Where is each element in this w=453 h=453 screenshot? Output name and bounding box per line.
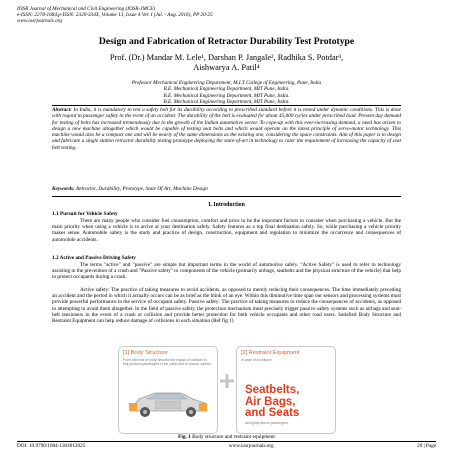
restraint-item-seats: and Seats xyxy=(245,407,300,419)
plus-icon xyxy=(220,374,234,388)
footer-rule xyxy=(17,441,436,442)
authors-line-2: Aishwarya A. Patil⁴ xyxy=(193,63,260,72)
restraint-equipment-desc: In case of a collision xyxy=(241,358,272,362)
affiliations xyxy=(0,80,453,105)
journal-issn: e-ISSN: 2278-1684,p-ISSN: 2320-334X, Volume 13, Issue 4 Ver. I (Jul. - Aug. 2016), PP 20-25 xyxy=(17,12,213,19)
footer-url[interactable]: www.iosrjournals.org xyxy=(228,443,274,449)
footer-page-number: 20 | Page xyxy=(417,443,436,449)
paragraph-1 xyxy=(52,218,401,243)
journal-header xyxy=(17,6,213,25)
paragraph-1-text: There are many people who consider fuel consumption, comfort and price to be the important factors to consider when purchasing a vehicle. But the main priority when using a vehicle is to arrive at your destination safely. Safety features as a top final destination safely. So, while purchasing a vehicle priority makes sense. Automobile safety is the study and practice of design, construction, equipment and regulation to minimize the occurrence and consequences of automobile accidents. xyxy=(52,218,401,243)
paragraph-3 xyxy=(52,287,401,324)
subsection-title-2: 1.2 Active and Passive Driving Safety xyxy=(52,255,136,261)
authors-line-1: Prof. (Dr.) Mandar M. Lele¹, Darshan P. Jangale², Radhika S. Potdar³, xyxy=(109,53,344,62)
paper-title: Design and Fabrication of Retractor Durability Test Prototype xyxy=(98,36,355,47)
keywords-label: Keywords: xyxy=(52,186,75,192)
section-title: I. Introduction xyxy=(208,202,245,208)
keywords-text: Retractor, Durability, Prototype, State Of Art, Machine Design xyxy=(76,186,208,192)
abstract-label: Abstract: xyxy=(52,107,72,113)
paragraph-2 xyxy=(52,262,401,281)
affiliation-3: B.E. Mechanical Engineering Department, MIT Pune, India. xyxy=(163,92,290,99)
subsection-title-1: 1.1 Pursuit for Vehicle Safety xyxy=(52,211,118,217)
figure-1 xyxy=(118,346,336,432)
figure-caption-text: Body structure and restraint equipment xyxy=(190,434,275,440)
keywords xyxy=(52,186,401,192)
abstract xyxy=(52,107,401,151)
restraint-equipment-panel xyxy=(236,346,336,434)
restraint-item-seatbelts: Seatbelts, xyxy=(245,384,300,396)
figure-caption xyxy=(0,434,453,440)
restraint-item-airbags: Air Bags, xyxy=(245,395,296,408)
paragraph-2-text: The terms "active" and "passive" are simple but important terms in the world of automotive safety. "Active Safety" is used to refer to technology assisting in the prevention of a crash and "Passive safety" to components of the vehicle (primarily airbags, seatbelts and the physical structure of the vehicle) that help to protect occupants during a crash. xyxy=(52,262,401,281)
footer-doi: DOI: 10.9790/1684-1304012025 xyxy=(17,443,86,449)
author-list xyxy=(0,53,453,73)
restraint-note: will tightly secure passengers. xyxy=(245,421,289,425)
affiliation-4: B.E. Mechanical Engineering Department, MIT Pune, India. xyxy=(163,98,290,105)
affiliation-2: B.E. Mechanical Engineering Department, MIT Pune, India. xyxy=(163,86,290,93)
affiliation-1: Professor Mechanical Engineering Department, M.I.T College of Engineering, Pune, India xyxy=(131,80,322,86)
figure-caption-label: Fig. 1 xyxy=(178,434,191,440)
body-structure-title: [1] Body Structure xyxy=(123,350,168,356)
restraint-list xyxy=(245,385,329,420)
restraint-equipment-title: [2] Restraint Equipment xyxy=(241,350,300,356)
journal-name: IOSR Journal of Mechanical and Civil Engineering (IOSR-JMCE) xyxy=(17,6,156,12)
car-frame-illustration xyxy=(125,379,211,425)
abstract-text: In India, it is mandatory to test a safety belt for its durability according to prescribed standard before it is tested under dynamic conditions. This is done with regard to passenger safety in the event of an accident. The durability of the belt is evaluated for about 45,000 cycles under prescribed load. Present day demand for testing of belts has increased tremendously due to the growth of the Indian automotive sector. To cope-up with this ever-increasing demand, a need has arisen to design a new machine altogether which would be capable of testing seat belts and which would operate on the latest principle of servo-motor technology. This machine would also be a compact one and will be nearly of the same dimensions as the existing one, considering the space constraints. Aim of this paper is to design and fabricate a single station retractor durability testing prototype deploying the state-of-art in technology to cater the requirement of increasing the capacity of seat belt testing. xyxy=(52,107,402,151)
paragraph-3-text: Active safety: The practice of taking measures to avoid accidents, as opposed to merely reducing their consequences. The time immediately preceding an accident and the period in which it actually occurs can be as brief as the blink of an eye. Within this diminutive time span our sensors and processing systems must provide powerful performance in the service of occupant safety. Passive safety: The practice of taking measures to reduce the consequences of accidents, as opposed to attempting to avoid them altogether. In the field of passive safety, the protection mechanism must precisely trigger passive safety systems such as airbags and seat-belt tensioners in the event of a crash or collision and provide better protection for both vehicle occupants and other road users. Satisfied Body Structure and Restraint Equipment can help reduce damage of collisions in each situation (Ref fig 1) xyxy=(52,287,401,325)
body-structure-desc: Front and rear of body absorbs the impact of collision to help protect passengers in the cabin and to reduce injuries. xyxy=(123,358,212,366)
page-footer xyxy=(17,443,436,449)
journal-url[interactable]: www.iosrjournals.org xyxy=(17,18,62,25)
body-structure-panel xyxy=(118,346,218,434)
